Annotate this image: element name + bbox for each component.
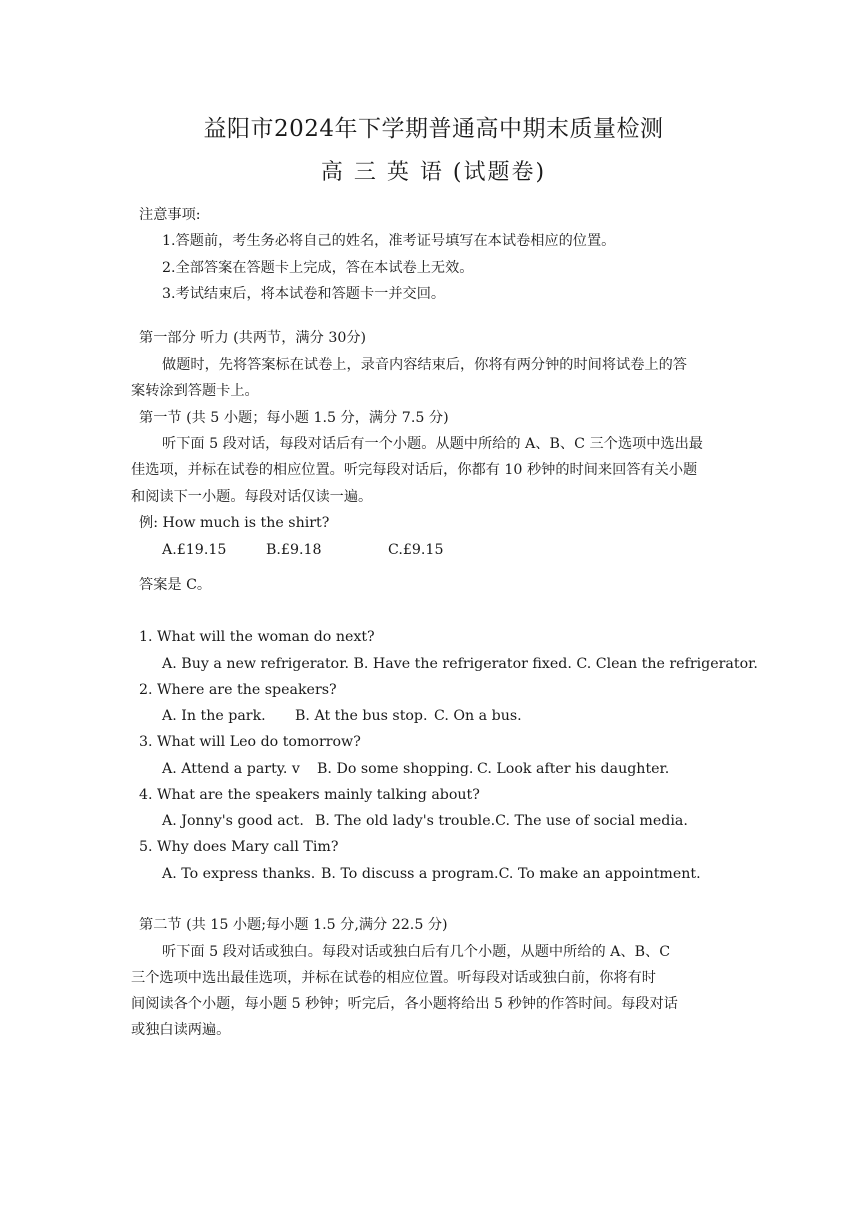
question-5-options xyxy=(162,865,701,883)
option-a: A. In the park. xyxy=(162,708,266,724)
option-b: B. At the bus stop. xyxy=(295,708,428,724)
option-b: B. To discuss a program. xyxy=(321,866,499,882)
option-b: B. Have the refrigerator fixed. xyxy=(353,656,572,672)
question-1-options xyxy=(162,655,758,673)
question-1: 1. What will the woman do next? xyxy=(139,629,375,645)
example-options xyxy=(162,541,443,559)
example-option-a: A.£19.15 xyxy=(162,542,227,558)
option-c: C. On a bus. xyxy=(434,708,522,724)
option-c: C. Clean the refrigerator. xyxy=(576,656,758,672)
option-b: B. The old lady's trouble. xyxy=(315,813,496,829)
notice-heading: 注意事项: xyxy=(139,207,201,223)
section2-instruction-line: 三个选项中选出最佳选项，并标在试卷的相应位置。听每段对话或独白前，你将有时 xyxy=(131,970,656,986)
option-a: A. Jonny's good act. xyxy=(162,813,304,829)
question-4-options xyxy=(162,812,688,830)
example-option-c: C.£9.15 xyxy=(388,542,444,558)
section2-instruction-line: 间阅读各个小题，每小题 5 秒钟；听完后，各小题将给出 5 秒钟的作答时间。每段对话 xyxy=(131,996,678,1012)
exam-title: 益阳市2024年下学期普通高中期末质量检测 xyxy=(203,116,664,142)
section1-heading: 第一节 (共 5 小题；每小题 1.5 分，满分 7.5 分) xyxy=(139,410,449,426)
example-answer: 答案是 C。 xyxy=(139,577,212,593)
option-a: A. To express thanks. xyxy=(162,866,316,882)
question-3-options xyxy=(162,760,669,778)
section2-instruction-line: 听下面 5 段对话或独白。每段对话或独白后有几个小题，从题中所给的 A、B、C xyxy=(162,944,671,960)
option-a: A. Attend a party. v xyxy=(162,761,300,777)
question-2-options xyxy=(162,707,522,725)
option-c: C. Look after his daughter. xyxy=(477,761,670,777)
option-b: B. Do some shopping. xyxy=(317,761,474,777)
section2-instruction-line: 或独白读两遍。 xyxy=(131,1022,231,1038)
part1-intro-line: 做题时，先将答案标在试卷上，录音内容结束后，你将有两分钟的时间将试卷上的答 xyxy=(162,357,687,373)
option-c: C. The use of social media. xyxy=(495,813,688,829)
section2-heading: 第二节 (共 15 小题;每小题 1.5 分,满分 22.5 分) xyxy=(139,917,448,933)
section1-instruction-line: 佳选项，并标在试卷的相应位置。听完每段对话后，你都有 10 秒钟的时间来回答有关小题 xyxy=(131,462,698,478)
option-c: C. To make an appointment. xyxy=(498,866,701,882)
question-2: 2. Where are the speakers? xyxy=(139,682,337,698)
question-5: 5. Why does Mary call Tim? xyxy=(139,839,339,855)
option-a: A. Buy a new refrigerator. xyxy=(162,656,349,672)
example-question: 例: How much is the shirt? xyxy=(139,515,330,531)
section1-instruction-line: 听下面 5 段对话，每段对话后有一个小题。从题中所给的 A、B、C 三个选项中选出最 xyxy=(162,436,703,452)
notice-item: 1.答题前，考生务必将自己的姓名，准考证号填写在本试卷相应的位置。 xyxy=(162,233,616,249)
part1-heading: 第一部分 听力 (共两节，满分 30分) xyxy=(139,330,367,346)
part1-intro-line: 案转涂到答题卡上。 xyxy=(131,383,259,399)
notice-item: 2.全部答案在答题卡上完成，答在本试卷上无效。 xyxy=(162,260,474,276)
section1-instruction-line: 和阅读下一小题。每段对话仅读一遍。 xyxy=(131,489,373,505)
notice-item: 3.考试结束后，将本试卷和答题卡一并交回。 xyxy=(162,286,446,302)
example-option-b: B.£9.18 xyxy=(266,542,322,558)
question-4: 4. What are the speakers mainly talking about? xyxy=(139,787,480,803)
question-3: 3. What will Leo do tomorrow? xyxy=(139,734,361,750)
exam-subtitle: 高 三 英 语 (试题卷) xyxy=(320,160,547,185)
